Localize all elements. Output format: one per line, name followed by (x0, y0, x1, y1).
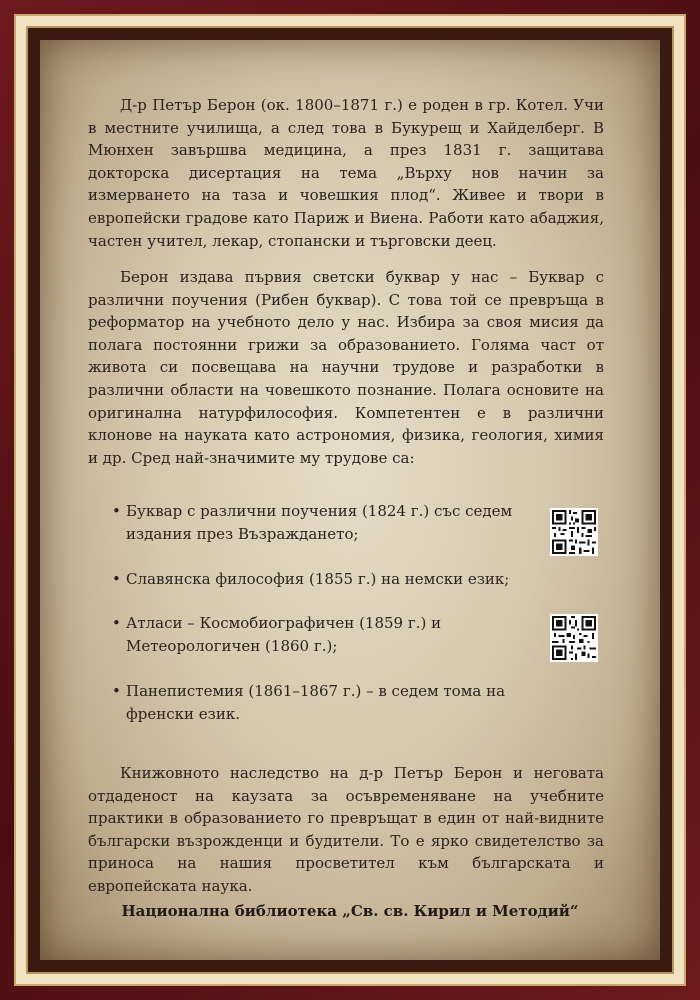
bullet: • (112, 682, 121, 700)
list-item (112, 612, 532, 657)
work-title: Буквар с различни поучения (1824 г.) със седем издания през Възраждането; (126, 502, 513, 543)
work-title: Панепистемия (1861–1867 г.) – в седем тома на френски език. (126, 682, 506, 723)
qr-code-icon[interactable] (552, 616, 596, 660)
bullet: • (112, 570, 121, 588)
bullet: • (112, 614, 121, 632)
paragraph-biography: Д-р Петър Берон (ок. 1800–1871 г.) е роден в гр. Котел. Учи в местните училища, а след това в Букурещ и Хайделберг. В Мюнхен завършва медицина, а през 1831 г. защитава докторска дисертация на тема „Върху нов начин за измерването на таза и човешкия плод“. Живее и твори в европейски градове като Париж и Виена. Работи като абаджия, частен учител, лекар, стопански и търговски деец. (88, 96, 604, 250)
document-content (40, 40, 660, 960)
signature-library: Национална библиотека „Св. св. Кирил и Методий“ (121, 902, 579, 920)
paragraph-primer: Берон издава първия светски буквар у нас – Буквар с различни поучения (Рибен буквар). С това той се превръща в реформатор на учебното дело у нас. Избира за своя мисия да полага постоянни грижи за образованието. Голяма част от живота си посвещава на научни трудове и разработки в различни области на човешкото познание. Полага основите на оригинална натурфилософия. Компетентен е в различни клонове на науката като астрономия, физика, геология, химия и др. Сред най-значимите му трудове са: (88, 268, 604, 467)
work-title: Славянска философия (1855 г.) на немски език; (126, 570, 510, 588)
list-item (112, 568, 532, 591)
paragraph-legacy: Книжовното наследство на д-р Петър Берон и неговата отдаденост на каузата за осъвременяване на учебните практики в образованието го превръщат в един от най-видните български възрожденци и будители. То е ярко свидетелство за приноса на нашия просветител към българската и европейската наука. (88, 764, 604, 895)
qr-code-icon[interactable] (552, 510, 596, 554)
list-item (112, 500, 532, 545)
list-item (112, 680, 532, 725)
work-title: Атласи – Космобиографичен (1859 г.) и Метеорологичен (1860 г.); (126, 614, 442, 655)
bullet: • (112, 502, 121, 520)
